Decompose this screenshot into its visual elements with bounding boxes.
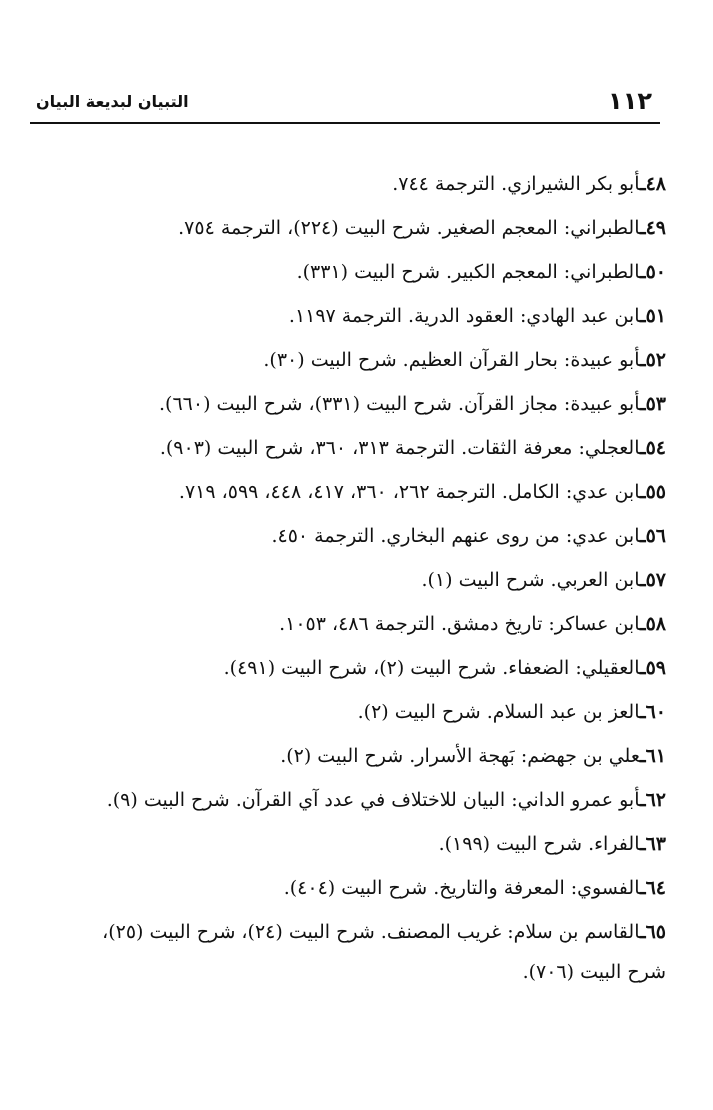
list-item bbox=[70, 436, 666, 460]
entry-number: ٥٧ـ bbox=[640, 569, 666, 591]
entry-text: الفسوي: المعرفة والتاريخ. شرح البيت (٤٠٤). bbox=[283, 877, 640, 899]
entry-number: ٥٦ـ bbox=[640, 525, 666, 547]
list-item bbox=[70, 568, 666, 592]
entry-number: ٥٢ـ bbox=[640, 349, 666, 371]
entry-text: أبو بكر الشيرازي. الترجمة ٧٤٤. bbox=[392, 173, 640, 195]
entry-number: ٥٨ـ bbox=[640, 613, 666, 635]
entry-text: الطبراني: المعجم الكبير. شرح البيت (٣٣١). bbox=[296, 261, 640, 283]
list-item bbox=[70, 392, 666, 416]
entry-text: أبو عمرو الداني: البيان للاختلاف في عدد آي القرآن. شرح البيت (٩). bbox=[106, 789, 640, 811]
list-item bbox=[70, 172, 666, 196]
running-title: التبيان لبديعة البيان bbox=[36, 92, 189, 111]
page-header bbox=[30, 84, 660, 124]
entry-text: العز بن عبد السلام. شرح البيت (٢). bbox=[357, 701, 640, 723]
entry-text: ابن عبد الهادي: العقود الدرية. الترجمة ١١٩٧. bbox=[288, 305, 640, 327]
entry-number: ٥٥ـ bbox=[640, 481, 666, 503]
list-item bbox=[60, 480, 666, 504]
entry-text: ابن عدي: من روى عنهم البخاري. الترجمة ٤٥٠. bbox=[271, 525, 640, 547]
entry-text: أبو عبيدة: بحار القرآن العظيم. شرح البيت (٣٠). bbox=[263, 349, 640, 371]
header-divider bbox=[30, 122, 660, 124]
page-number: ١١٢ bbox=[608, 87, 652, 115]
entry-text: الطبراني: المعجم الصغير. شرح البيت (٢٢٤)، الترجمة ٧٥٤. bbox=[178, 217, 640, 239]
entry-number: ٥٩ـ bbox=[640, 657, 666, 679]
list-item bbox=[70, 524, 666, 548]
list-item bbox=[70, 832, 666, 856]
list-item bbox=[70, 304, 666, 328]
entry-number: ٦٠ـ bbox=[640, 701, 666, 723]
reference-list bbox=[70, 172, 666, 1012]
list-item bbox=[70, 700, 666, 724]
entry-text: ابن عساكر: تاريخ دمشق. الترجمة ٤٨٦، ١٠٥٣. bbox=[279, 613, 640, 635]
list-item bbox=[60, 788, 666, 812]
entry-number: ٤٨ـ bbox=[640, 173, 666, 195]
entry-text: ابن عدي: الكامل. الترجمة ٢٦٢، ٣٦٠، ٤١٧، ٤٤٨، ٥٩٩، ٧١٩. bbox=[178, 481, 640, 503]
list-item bbox=[70, 612, 666, 636]
entry-text: علي بن جهضم: بَهجة الأسرار. شرح البيت (٢). bbox=[280, 745, 640, 767]
list-item bbox=[70, 876, 666, 900]
list-item bbox=[70, 348, 666, 372]
list-item bbox=[60, 912, 666, 992]
entry-number: ٤٩ـ bbox=[640, 217, 666, 239]
entry-number: ٥١ـ bbox=[640, 305, 666, 327]
entry-text: أبو عبيدة: مجاز القرآن. شرح البيت (٣٣١)، شرح البيت (٦٦٠). bbox=[158, 393, 640, 415]
entry-number: ٥٣ـ bbox=[640, 393, 666, 415]
list-item bbox=[70, 744, 666, 768]
entry-number: ٦٤ـ bbox=[640, 877, 666, 899]
entry-number: ٥٠ـ bbox=[640, 261, 666, 283]
list-item bbox=[70, 656, 666, 680]
list-item bbox=[70, 216, 666, 240]
entry-number: ٦٥ـ bbox=[640, 921, 666, 943]
entry-number: ٦٢ـ bbox=[640, 789, 666, 811]
entry-number: ٦١ـ bbox=[640, 745, 666, 767]
entry-text: القاسم بن سلام: غريب المصنف. شرح البيت (٢٤)، شرح البيت (٢٥)، شرح البيت (٧٠٦). bbox=[102, 921, 666, 983]
entry-text: الفراء. شرح البيت (١٩٩). bbox=[438, 833, 640, 855]
entry-number: ٥٤ـ bbox=[640, 437, 666, 459]
entry-text: ابن العربي. شرح البيت (١). bbox=[421, 569, 640, 591]
entry-text: العقيلي: الضعفاء. شرح البيت (٢)، شرح البيت (٤٩١). bbox=[223, 657, 640, 679]
list-item bbox=[70, 260, 666, 284]
entry-number: ٦٣ـ bbox=[640, 833, 666, 855]
entry-text: العجلي: معرفة الثقات. الترجمة ٣١٣، ٣٦٠، شرح البيت (٩٠٣). bbox=[159, 437, 640, 459]
